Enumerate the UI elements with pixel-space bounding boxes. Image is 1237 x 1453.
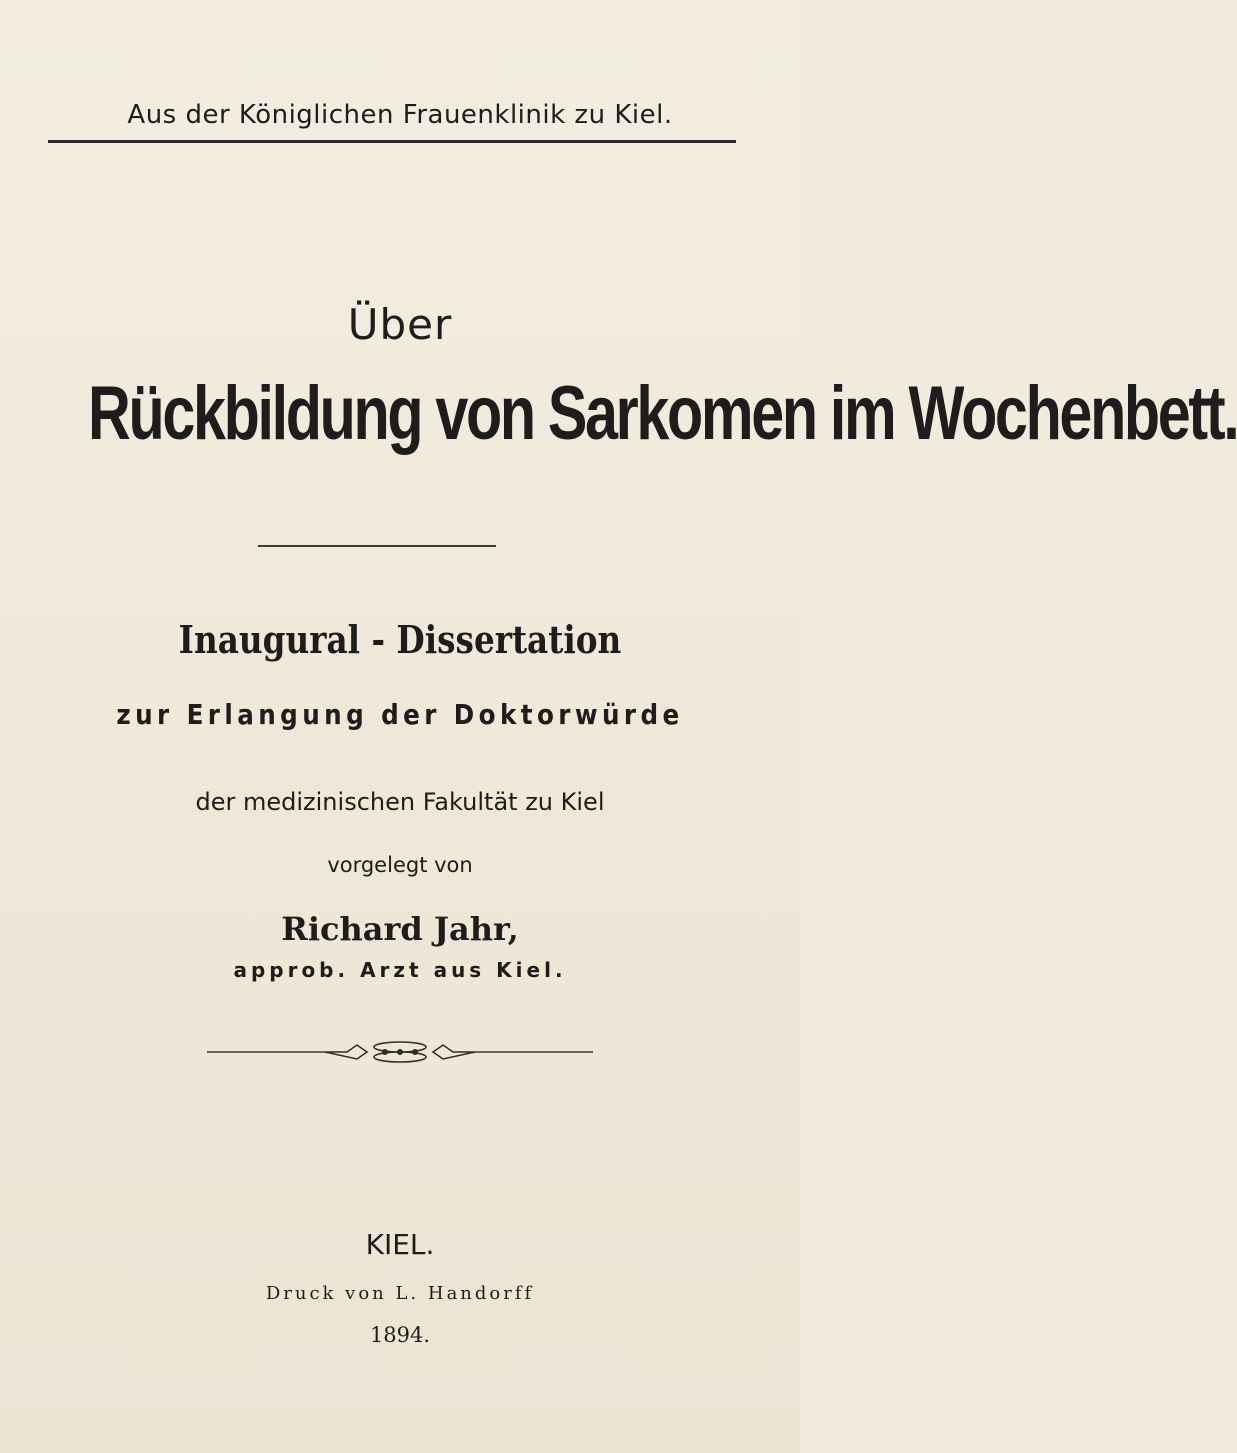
printer: Druck von L. Handorff: [265, 1283, 535, 1304]
dissertation-type: Inaugural - Dissertation: [178, 617, 622, 662]
faculty: der medizinischen Fakultät zu Kiel: [195, 788, 605, 816]
presented-by: vorgelegt von: [327, 853, 473, 877]
print-year: 1894.: [369, 1323, 431, 1347]
title-prefix: Über: [347, 300, 453, 349]
institution-header: Aus der Königlichen Frauenklinik zu Kiel.: [127, 100, 673, 130]
title-divider: [258, 545, 496, 547]
dissertation-purpose: zur Erlangung der Doktorwürde: [116, 698, 684, 731]
author-name: Richard Jahr,: [281, 910, 519, 948]
author-credentials: approb. Arzt aus Kiel.: [233, 958, 567, 982]
print-city: KIEL.: [365, 1228, 435, 1261]
ornament-divider: [207, 1040, 593, 1064]
main-title: Rückbildung von Sarkomen im Wochenbett.: [88, 371, 1237, 456]
header-rule: [48, 140, 736, 143]
